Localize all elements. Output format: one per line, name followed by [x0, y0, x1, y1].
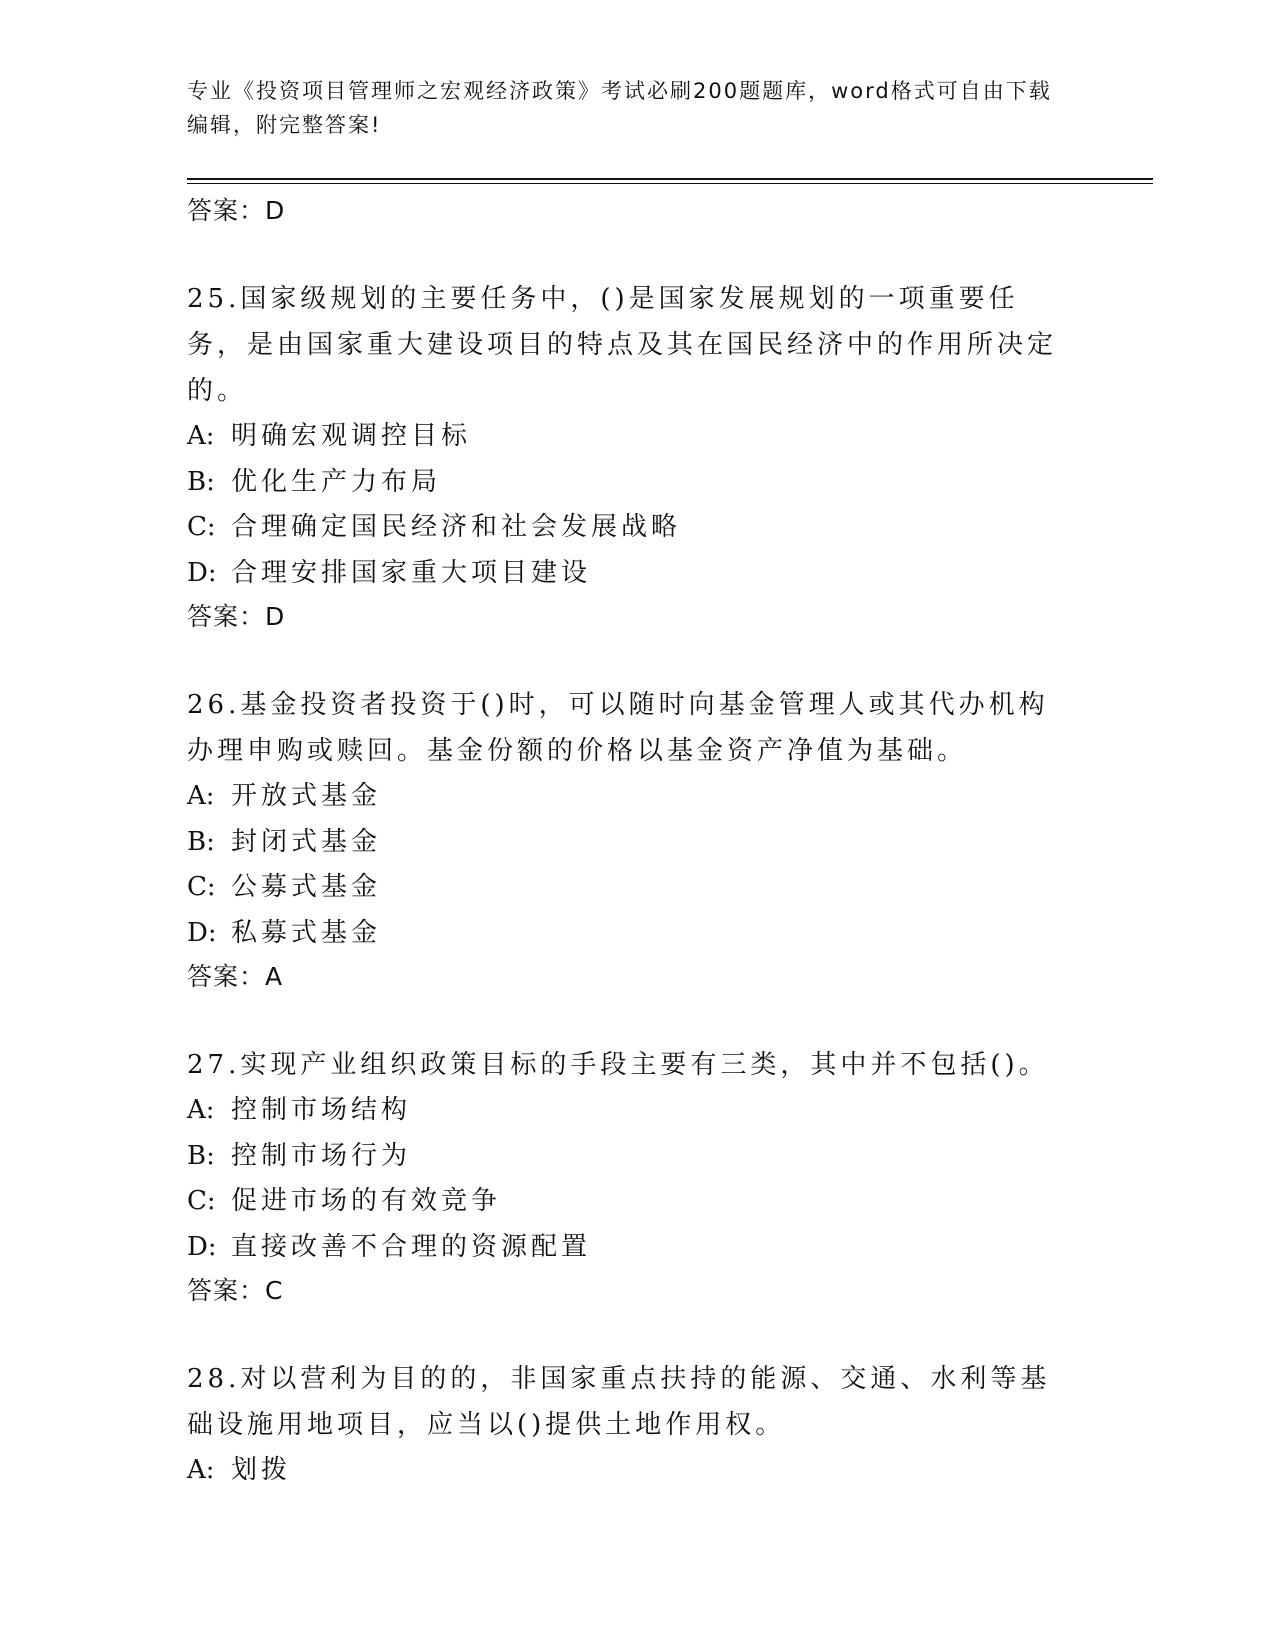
- option-text: 明确宏观调控目标: [231, 421, 472, 451]
- option-key: D:: [187, 557, 217, 588]
- option-key: A:: [187, 1455, 215, 1485]
- question-block: [187, 1042, 1087, 1312]
- question-block: [187, 682, 1087, 998]
- answer-line: 答案：D: [187, 196, 286, 225]
- option-c: [187, 865, 1087, 911]
- option-key: C:: [187, 512, 216, 542]
- option-text: 私募式基金: [231, 917, 382, 948]
- document-body: [187, 188, 1087, 1494]
- option-text: 合理安排国家重大项目建设: [231, 557, 592, 588]
- header-rule-thick: [187, 178, 1153, 180]
- option-text: 优化生产力布局: [231, 466, 442, 497]
- option-d: [187, 911, 1087, 957]
- question-stem: 25.国家级规划的主要任务中，()是国家发展规划的一项重要任务，是由国家重大建设项目的特点及其在国民经济中的作用所决定的。: [187, 284, 1058, 406]
- option-key: B:: [187, 826, 215, 857]
- question-stem: 26.基金投资者投资于()时，可以随时向基金管理人或其代办机构办理申购或赎回。基金份额的价格以基金资产净值为基础。: [187, 690, 1049, 766]
- question-block: [187, 276, 1087, 638]
- option-text: 划拨: [231, 1455, 292, 1485]
- option-c: [187, 505, 1087, 551]
- option-text: 公募式基金: [231, 872, 382, 902]
- option-text: 合理确定国民经济和社会发展战略: [231, 512, 682, 542]
- option-b: [187, 820, 1087, 866]
- option-d: [187, 551, 1087, 597]
- option-key: A:: [187, 781, 215, 811]
- header-rule-thin: [187, 183, 1153, 184]
- option-b: [187, 1134, 1087, 1180]
- answer-line: 答案：D: [187, 602, 286, 631]
- option-a: [187, 1088, 1087, 1134]
- option-a: [187, 1448, 1087, 1494]
- answer-line: 答案：A: [187, 962, 284, 991]
- option-text: 控制市场结构: [231, 1095, 412, 1125]
- option-d: [187, 1225, 1087, 1271]
- option-b: [187, 460, 1087, 506]
- option-text: 封闭式基金: [231, 826, 382, 857]
- option-key: D:: [187, 917, 217, 948]
- option-key: C:: [187, 872, 216, 902]
- option-c: [187, 1179, 1087, 1225]
- option-text: 直接改善不合理的资源配置: [231, 1231, 592, 1262]
- option-key: A:: [187, 421, 215, 451]
- option-key: B:: [187, 466, 215, 497]
- option-a: [187, 774, 1087, 820]
- option-key: C:: [187, 1186, 216, 1216]
- option-text: 控制市场行为: [231, 1140, 412, 1171]
- option-key: A:: [187, 1095, 215, 1125]
- option-key: D:: [187, 1231, 217, 1262]
- option-a: [187, 414, 1087, 460]
- option-key: B:: [187, 1140, 215, 1171]
- question-stem: 28.对以营利为目的的，非国家重点扶持的能源、交通、水利等基础设施用地项目，应当以()提供土地作用权。: [187, 1364, 1051, 1440]
- question-block: [187, 1356, 1087, 1494]
- question-stem: 27.实现产业组织政策目标的手段主要有三类，其中并不包括()。: [187, 1050, 1049, 1080]
- option-text: 促进市场的有效竞争: [231, 1186, 502, 1216]
- answer-line: 答案：C: [187, 1276, 284, 1305]
- option-text: 开放式基金: [231, 781, 382, 811]
- page-header: 专业《投资项目管理师之宏观经济政策》考试必刷200题题库，word格式可自由下载编辑，附完整答案!: [187, 79, 1052, 137]
